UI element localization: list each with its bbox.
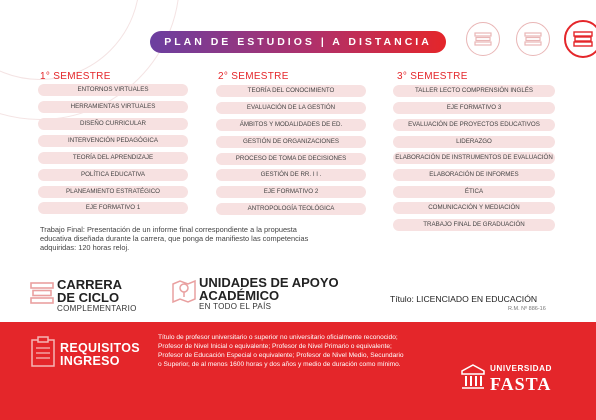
semester-number: 3°	[397, 71, 408, 82]
requisitos-line2: INGRESO	[60, 354, 120, 368]
books-icon	[516, 22, 550, 56]
semester-label: SEMESTRE	[231, 71, 289, 82]
titulo-value: LICENCIADO EN EDUCACIÓN	[416, 294, 538, 304]
carrera-sub: COMPLEMENTARIO	[57, 304, 137, 313]
subject-pill: TRABAJO FINAL DE GRADUACIÓN	[393, 219, 555, 231]
subject-pill: GESTIÓN DE RR. I I .	[216, 169, 366, 181]
subject-pill: POLÍTICA EDUCATIVA	[38, 169, 188, 181]
subject-pill: EVALUACIÓN DE LA GESTIÓN	[216, 102, 366, 114]
subject-pill: ENTORNOS VIRTUALES	[38, 84, 188, 96]
carrera-line2: DE CICLO	[57, 290, 120, 305]
subject-pill: EJE FORMATIVO 1	[38, 202, 188, 214]
subject-pill: ÁMBITOS Y MODALIDADES DE ED.	[216, 119, 366, 131]
titulo-label: Título:	[390, 294, 414, 304]
books-icon	[564, 20, 596, 58]
subject-pill: ELABORACIÓN DE INSTRUMENTOS DE EVALUACIÓN	[393, 152, 555, 164]
unidades-line2: ACADÉMICO	[199, 288, 280, 303]
subject-pill: EJE FORMATIVO 2	[216, 186, 366, 198]
subject-pill: TALLER LECTO COMPRENSIÓN INGLÉS	[393, 85, 555, 97]
subject-pill: GESTIÓN DE ORGANIZACIONES	[216, 136, 366, 148]
requisitos-text: Título de profesor universitario o superior no universitario oficialmente reconocido; Profesor de Nivel Inicial o equivalente; Profesor de Nivel Primario o equivalente; Profesor de Educación Especial o equivalente; Profesor de Nivel Medio, Secundario o Superior, de al menos 1600 horas y dos años y medio de duración como mínimo.	[158, 334, 404, 368]
university-name-line2: FASTA	[490, 374, 552, 394]
clipboard-icon	[30, 336, 56, 373]
subject-pill: EVALUACIÓN DE PROYECTOS EDUCATIVOS	[393, 119, 555, 131]
university-name-line1: UNIVERSIDAD	[490, 364, 552, 373]
subject-pill: COMUNICACIÓN Y MEDIACIÓN	[393, 202, 555, 214]
plan-banner: PLAN DE ESTUDIOS | A DISTANCIA	[150, 31, 446, 53]
semester-1-title	[40, 71, 111, 82]
resolucion-ministerial: R.M. Nº 886-16	[508, 306, 546, 312]
semester-number: 1°	[40, 71, 51, 82]
unidades-sub: EN TODO EL PAÍS	[199, 302, 272, 311]
unidades-line1: UNIDADES DE APOYO	[199, 275, 339, 290]
subject-pill: LIDERAZGO	[393, 136, 555, 148]
trabajo-final-text: Trabajo Final: Presentación de un informe final correspondiente a la propuesta educativa diseñada durante la carrera, que ponga de manifiesto las competencias adquiridas: 120 horas reloj.	[40, 225, 309, 252]
subject-pill: INTERVENCIÓN PEDAGÓGICA	[38, 135, 188, 147]
requisitos-title	[60, 342, 140, 368]
semester-3-title	[397, 71, 468, 82]
subject-pill: ANTROPOLOGÍA TEOLÓGICA	[216, 203, 366, 215]
semester-number: 2°	[218, 71, 229, 82]
requisitos-line1: REQUISITOS	[60, 341, 140, 355]
semester-2-title	[218, 71, 289, 82]
subject-pill: EJE FORMATIVO 3	[393, 102, 555, 114]
subject-pill: ÉTICA	[393, 186, 555, 198]
map-pin-icon	[170, 276, 198, 309]
semester-label: SEMESTRE	[410, 71, 468, 82]
titulo	[390, 294, 537, 304]
semester-label: SEMESTRE	[53, 71, 111, 82]
carrera-line1: CARRERA	[57, 277, 122, 292]
subject-pill: HERRAMIENTAS VIRTUALES	[38, 101, 188, 113]
subject-pill: ELABORACIÓN DE INFORMES	[393, 169, 555, 181]
subject-pill: PROCESO DE TOMA DE DECISIONES	[216, 153, 366, 165]
subject-pill: TEORÍA DEL CONOCIMIENTO	[216, 85, 366, 97]
subject-pill: PLANEAMIENTO ESTRATÉGICO	[38, 186, 188, 198]
books-stack-icon	[29, 280, 55, 311]
books-icon	[466, 22, 500, 56]
university-logo-icon	[458, 362, 488, 397]
subject-pill: DISEÑO CURRICULAR	[38, 118, 188, 130]
subject-pill: TEORÍA DEL APRENDIZAJE	[38, 152, 188, 164]
